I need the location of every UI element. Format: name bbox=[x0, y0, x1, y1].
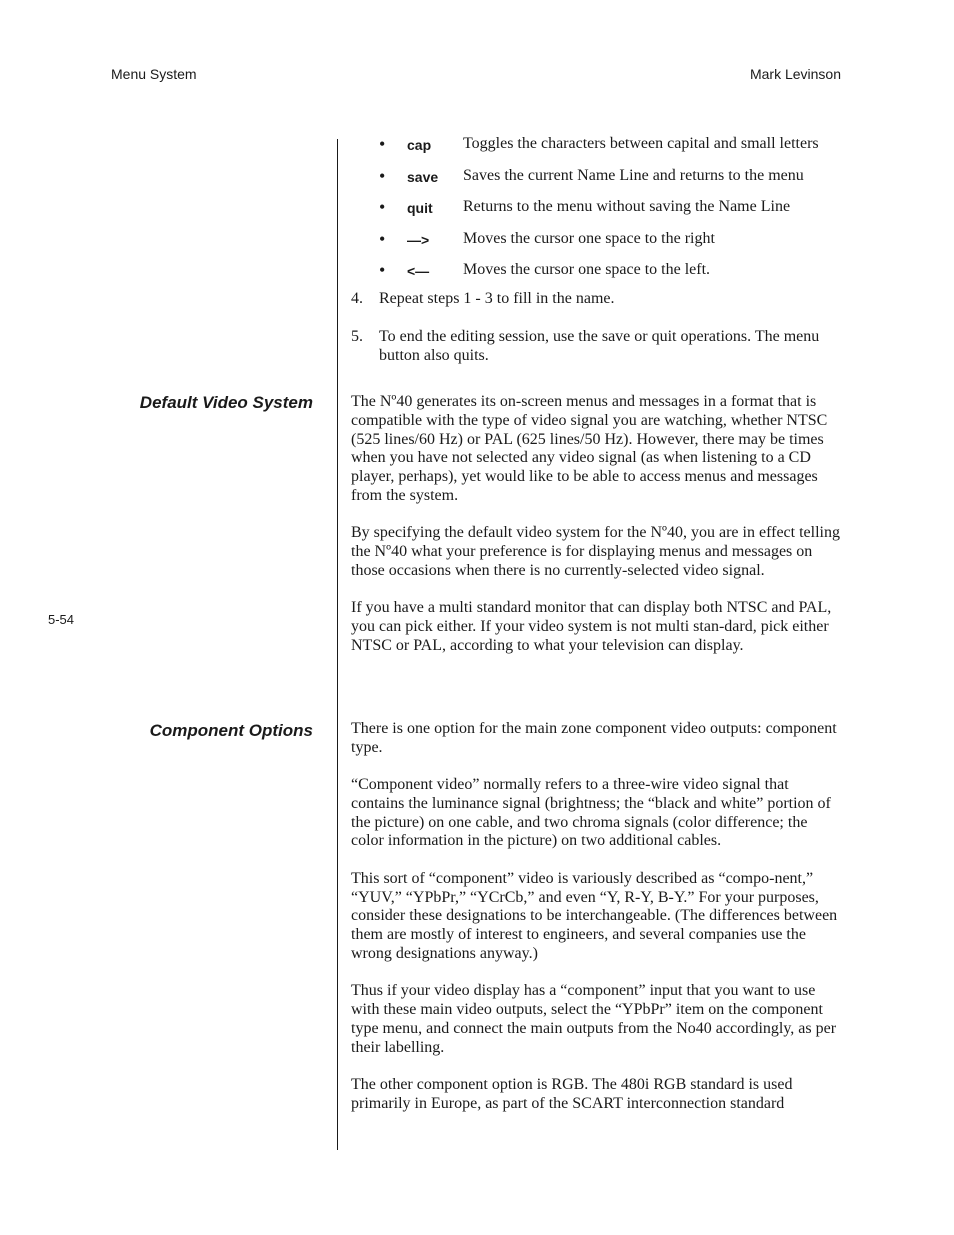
list-item bbox=[379, 260, 849, 292]
paragraph: By specifying the default video system for the Nº40, you are in effect telling the Nº40 what your preference is for displaying menus and messages on those occasions when there is no currently-selected video signal. bbox=[351, 524, 840, 579]
paragraph: If you have a multi standard monitor that can display both NTSC and PAL, you can pick either. If your video system is not multi stan-dard, pick either NTSC or PAL, according to what your television can display. bbox=[351, 599, 832, 654]
page-number: 5-54 bbox=[48, 612, 75, 627]
paragraph: The other component option is RGB. The 480i RGB standard is used primarily in Europe, as part of the SCART interconnection standard bbox=[351, 1075, 793, 1112]
step-number: 4. bbox=[351, 290, 363, 307]
step-text: Repeat steps 1 - 3 to fill in the name. bbox=[379, 290, 615, 307]
list-item bbox=[379, 166, 849, 198]
section-heading-default-video-system: Default Video System bbox=[139, 393, 313, 412]
column-divider bbox=[337, 139, 338, 1150]
step-text: To end the editing session, use the save or quit operations. The menu button also quits. bbox=[379, 328, 820, 364]
key-command-list bbox=[379, 134, 849, 292]
paragraph: “Component video” normally refers to a three-wire video signal that contains the luminance signal (brightness; the “black and white” portion of the picture) on one cable, and two chroma signals (color difference; the color information in the picture) on two additional cables. bbox=[351, 776, 831, 850]
list-item bbox=[379, 229, 849, 261]
bullet-icon: • bbox=[379, 260, 386, 280]
command-description: Saves the current Name Line and returns to the menu bbox=[463, 166, 804, 184]
paragraph: The Nº40 generates its on-screen menus and messages in a format that is compatible with the type of video signal you are watching, whether NTSC (525 lines/60 Hz) or PAL (625 lines/50 Hz). However, there may be times when you have not selected any video signal (as when listening to a CD player, perhaps), yet would like to be able to access menus and messages from the system. bbox=[351, 393, 828, 504]
bullet-icon: • bbox=[379, 165, 386, 186]
paragraph: Thus if your video display has a “component” input that you want to use with these main video outputs, select the “YPbPr” item on the component type menu, and connect the main outputs from the No40 accordingly, as per their labelling. bbox=[351, 982, 837, 1056]
bullet-icon: • bbox=[379, 134, 386, 154]
running-header-brand: Mark Levinson bbox=[749, 66, 841, 82]
bullet-icon: • bbox=[379, 197, 386, 217]
paragraph: This sort of “component” video is variously described as “compo-nent,” “YUV,” “YPbPr,” “YCrCb,” and even “Y, R-Y, B-Y.” For your purposes, consider these designations to be interchangeable. (The differences between them are mostly of interest to engineers, and several companies use the wrong designations anyway.) bbox=[351, 869, 838, 962]
list-item bbox=[379, 134, 849, 166]
paragraph: There is one option for the main zone component video outputs: component type. bbox=[351, 720, 837, 756]
command-key: cap bbox=[407, 137, 432, 153]
section-body-component-options bbox=[351, 720, 843, 1132]
command-key: save bbox=[407, 168, 439, 185]
bullet-icon: • bbox=[379, 228, 386, 249]
command-key: <— bbox=[407, 263, 430, 279]
command-key: —> bbox=[407, 231, 430, 248]
section-heading-component-options: Component Options bbox=[149, 721, 313, 740]
section-body-default-video-system bbox=[351, 393, 843, 674]
command-key: quit bbox=[407, 200, 433, 216]
command-description: Moves the cursor one space to the left. bbox=[463, 261, 711, 278]
step-number: 5. bbox=[351, 328, 363, 345]
list-item bbox=[379, 197, 849, 229]
running-header-section: Menu System bbox=[111, 66, 197, 82]
command-description: Returns to the menu without saving the Name Line bbox=[463, 198, 791, 215]
command-description: Toggles the characters between capital and small letters bbox=[463, 135, 819, 152]
command-description: Moves the cursor one space to the right bbox=[463, 229, 715, 247]
